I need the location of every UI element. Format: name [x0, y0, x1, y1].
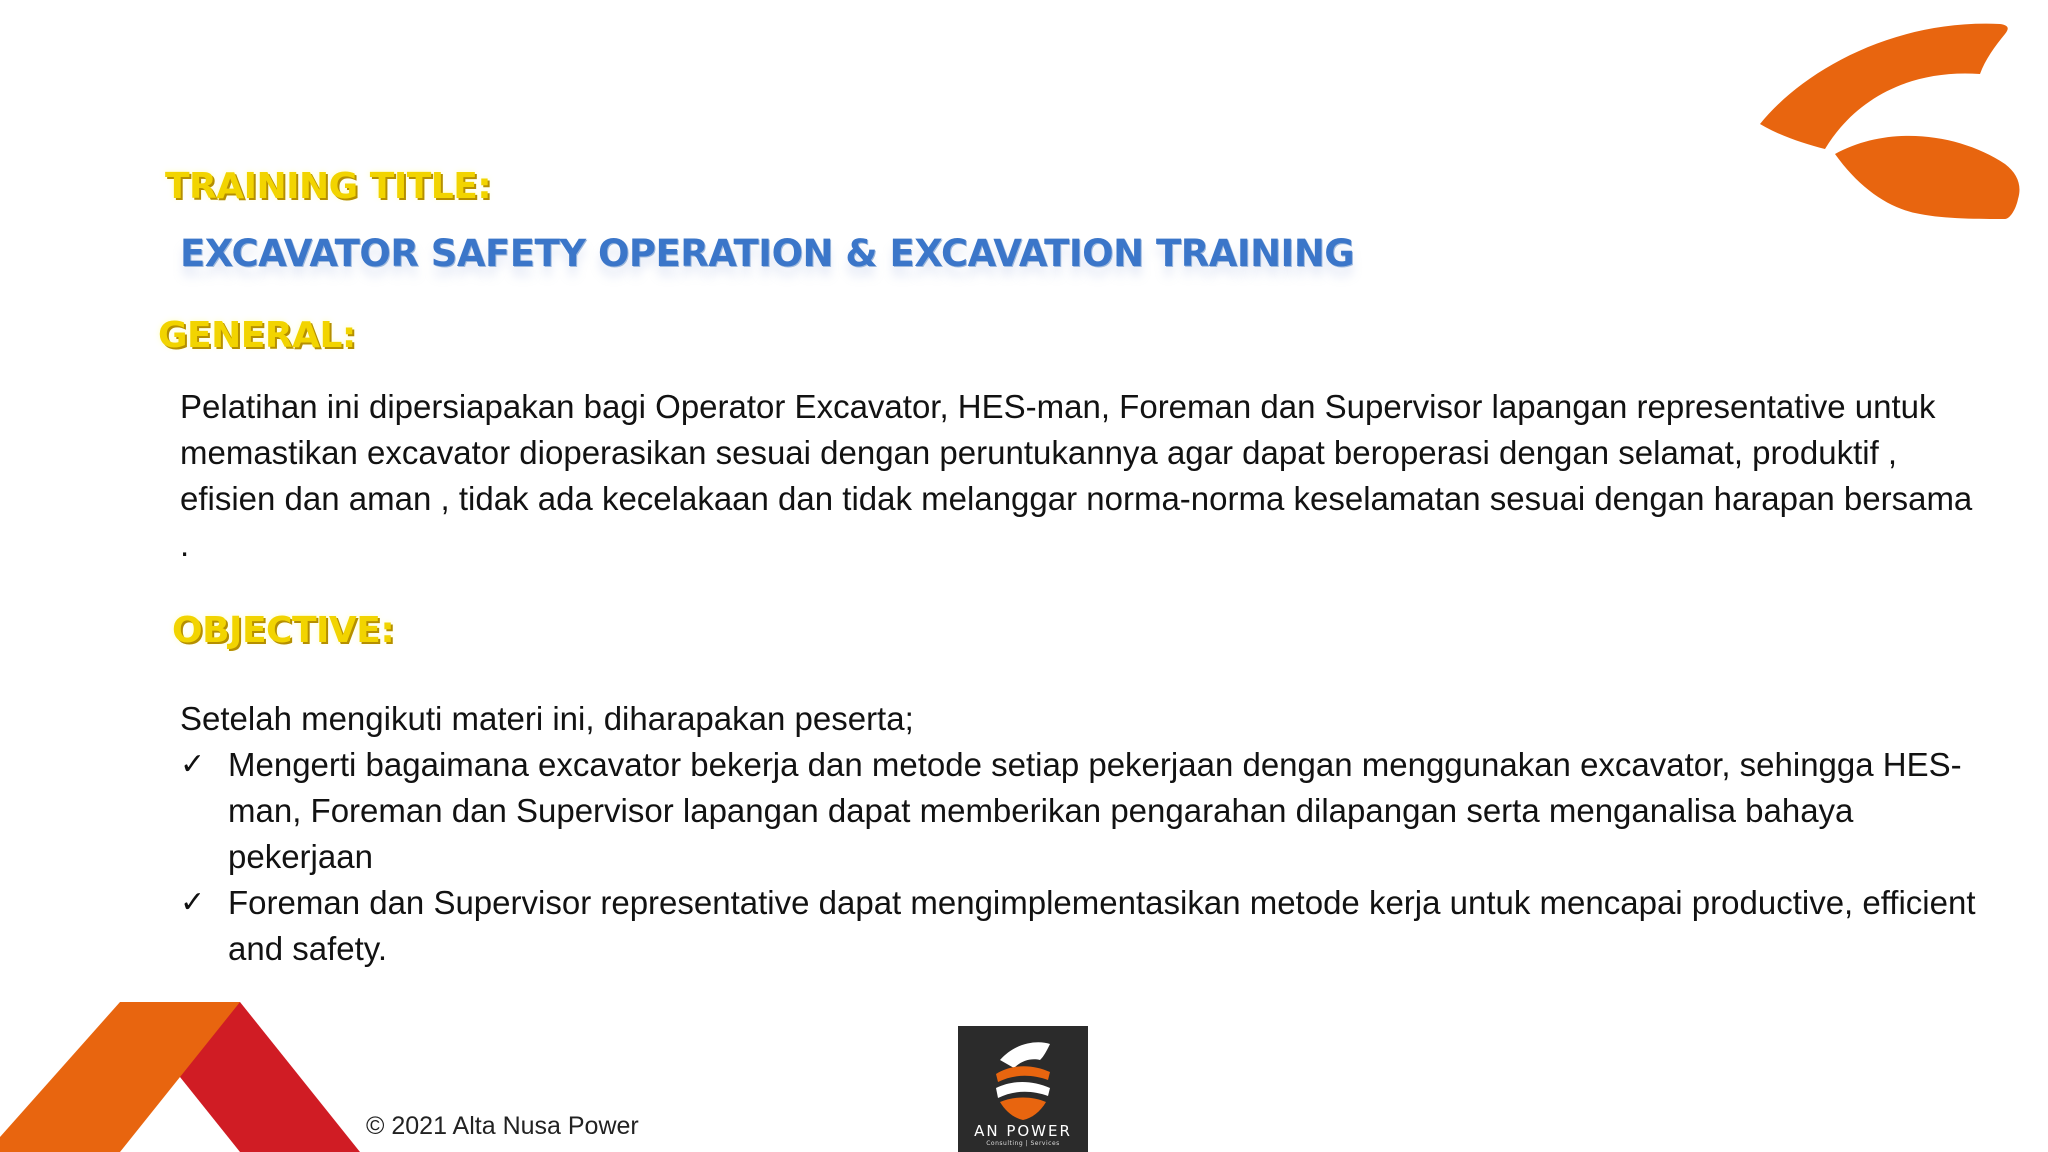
general-paragraph: Pelatihan ini dipersiapakan bagi Operator Excavator, HES-man, Foreman dan Supervisor lapangan representative untuk memastikan excavator dioperasikan sesuai dengan peruntukannya agar dapat beroperasi dengan selamat, produktif , efisien dan aman , tidak ada kecelakaan dan tidak melanggar norma-norma keselamatan sesuai dengan harapan bersama . [180, 388, 1973, 563]
brand-swoosh-decoration [1760, 14, 2030, 224]
objective-item-text: Mengerti bagaimana excavator bekerja dan metode setiap pekerjaan dengan menggunakan excavator, sehingga HES-man, Foreman dan Supervisor lapangan dapat memberikan pengarahan dilapangan serta menganalisa bahaya pekerjaan [228, 746, 1962, 875]
objective-section [180, 696, 1995, 972]
checkmark-icon: ✓ [180, 747, 206, 782]
an-power-logo [958, 1026, 1088, 1152]
an-power-emblem-icon [988, 1038, 1058, 1120]
objective-list [180, 742, 1995, 972]
objective-intro: Setelah mengikuti materi ini, diharapakan peserta; [180, 700, 914, 737]
training-title-heading: TRAINING TITLE: [165, 166, 492, 207]
checkmark-icon: ✓ [180, 885, 206, 920]
logo-name: AN POWER [974, 1122, 1072, 1140]
objective-heading: OBJECTIVE: [172, 610, 395, 651]
copyright-text: © 2021 Alta Nusa Power [366, 1112, 639, 1140]
objective-item [180, 742, 1995, 880]
corner-chevron-decoration [0, 1002, 360, 1152]
general-heading: GENERAL: [158, 315, 356, 356]
objective-item [180, 880, 1995, 972]
course-name-title: EXCAVATOR SAFETY OPERATION & EXCAVATION TRAINING [180, 232, 1355, 275]
objective-item-text: Foreman dan Supervisor representative dapat mengimplementasikan metode kerja untuk mencapai productive, efficient and safety. [228, 884, 1976, 967]
logo-tagline: Consulting | Services [986, 1140, 1060, 1147]
